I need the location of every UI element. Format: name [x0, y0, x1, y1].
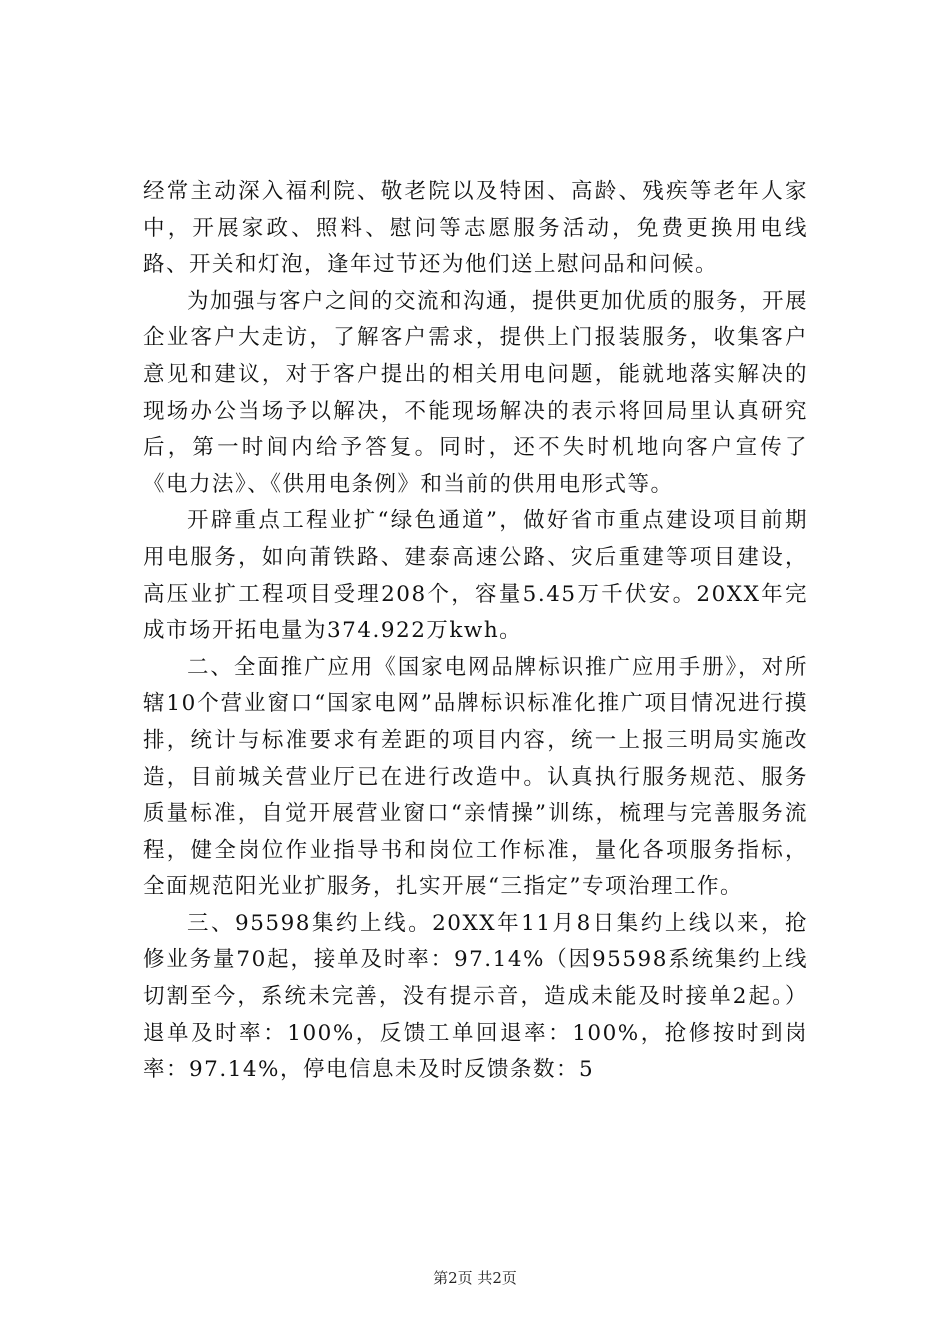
- paragraph-3: 开辟重点工程业扩“绿色通道”，做好省市重点建设项目前期用电服务，如向莆铁路、建泰高速公路、灾后重建等项目建设，高压业扩工程项目受理208个，容量5.45万千伏安。20XX年完成市场开拓电量为374.922万kwh。: [143, 508, 808, 644]
- paragraph-4: 二、全面推广应用《国家电网品牌标识推广应用手册》，对所辖10个营业窗口“国家电网”品牌标识标准化推广项目情况进行摸排，统计与标准要求有差距的项目内容，统一上报三明局实施改造，目前城关营业厅已在进行改造中。认真执行服务规范、服务质量标准，自觉开展营业窗口“亲情操”训练，梳理与完善服务流程，健全岗位作业指导书和岗位工作标准，量化各项服务指标，全面规范阳光业扩服务，扎实开展“三指定”专项治理工作。: [143, 654, 808, 900]
- paragraph-2: 为加强与客户之间的交流和沟通，提供更加优质的服务，开展企业客户大走访，了解客户需求，提供上门报装服务，收集客户意见和建议，对于客户提出的相关用电问题，能就地落实解决的现场办公当场予以解决，不能现场解决的表示将回局里认真研究后，第一时间内给予答复。同时，还不失时机地向客户宣传了《电力法》、《供用电条例》和当前的供用电形式等。: [143, 288, 809, 497]
- page-footer: 第2页 共2页: [433, 1269, 517, 1287]
- document-body: [143, 174, 808, 1089]
- paragraph-5: 三、95598集约上线。20XX年11月8日集约上线以来，抢修业务量70起，接单及时率：97.14%（因95598系统集约上线切割至今，系统未完善，没有提示音，造成未能及时接单2起。）退单及时率：100%，反馈工单回退率：100%，抢修按时到岗率：97.14%，停电信息未及时反馈条数：5: [143, 910, 808, 1083]
- paragraph-1: 经常主动深入福利院、敬老院以及特困、高龄、残疾等老年人家中，开展家政、照料、慰问等志愿服务活动，免费更换用电线路、开关和灯泡，逢年过节还为他们送上慰问品和问候。: [143, 179, 808, 278]
